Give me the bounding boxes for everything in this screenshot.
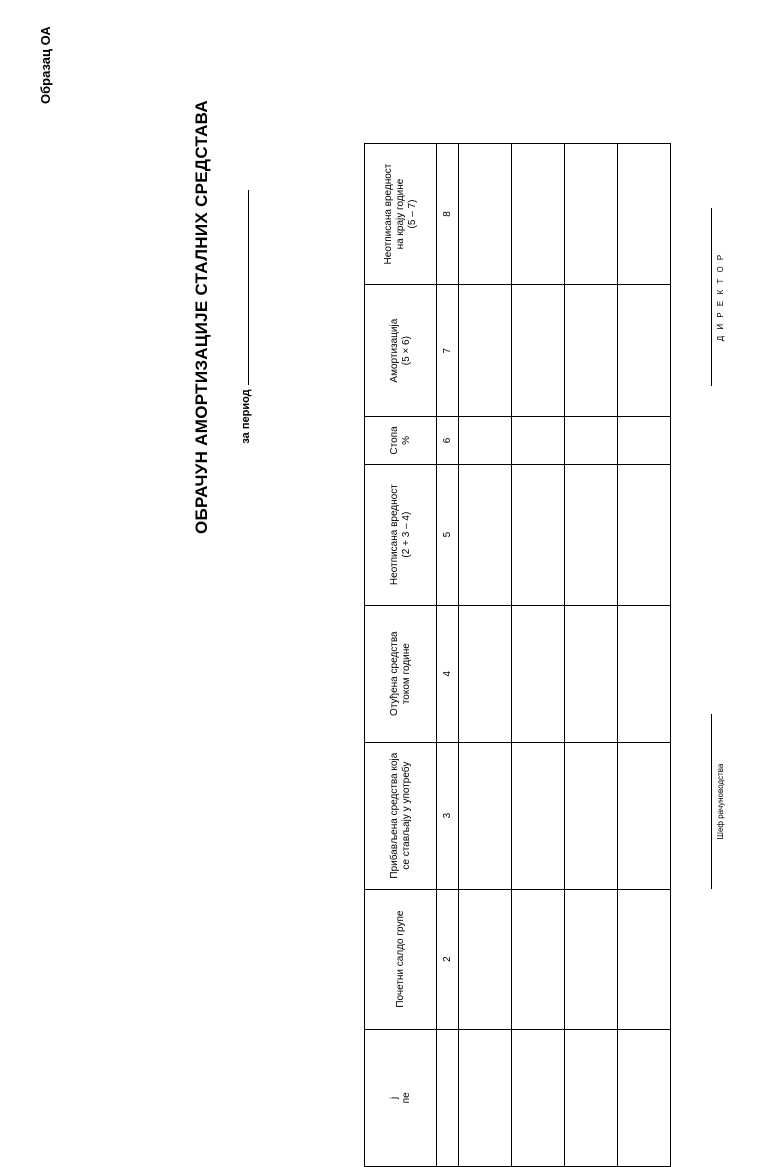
table-cell[interactable] — [618, 285, 671, 417]
column-number-2: 2 — [437, 889, 459, 1029]
table-cell[interactable] — [565, 417, 618, 464]
header-row — [365, 144, 437, 1167]
column-header-1 — [365, 1029, 437, 1166]
table-cell[interactable] — [565, 605, 618, 742]
depreciation-table — [364, 143, 671, 1167]
chief-accountant-label: Шеф рачуноводства — [716, 763, 725, 840]
column-header-line: (5 – 7) — [406, 199, 418, 229]
table-cell[interactable] — [565, 464, 618, 605]
column-header-line: на крају године — [394, 178, 406, 250]
column-header-line: Неотписана вредност — [382, 163, 394, 265]
column-header-line: Стопа — [388, 426, 400, 455]
table-cell[interactable] — [618, 144, 671, 285]
table-cell[interactable] — [565, 1029, 618, 1166]
table-cell[interactable] — [512, 742, 565, 889]
column-header-8 — [365, 144, 437, 285]
column-header-line: Амортизација — [388, 318, 400, 383]
table-cell[interactable] — [512, 144, 565, 285]
table-row — [512, 144, 565, 1167]
table-cell[interactable] — [459, 285, 512, 417]
column-header-6 — [365, 417, 437, 464]
table-cell[interactable] — [459, 1029, 512, 1166]
table-cell[interactable] — [459, 417, 512, 464]
column-header-line: током године — [400, 643, 412, 705]
column-number-3: 3 — [437, 742, 459, 889]
table-cell[interactable] — [565, 889, 618, 1029]
table-cell[interactable] — [512, 417, 565, 464]
column-header-7 — [365, 285, 437, 417]
table-cell[interactable] — [618, 417, 671, 464]
document-title: ОБРАЧУН АМОРТИЗАЦИЈЕ СТАЛНИХ СРЕДСТАВА — [192, 100, 211, 535]
director-signature-line[interactable] — [711, 208, 712, 386]
table-cell[interactable] — [618, 1029, 671, 1166]
column-header-line: Неотписана вредност — [388, 484, 400, 586]
table-cell[interactable] — [512, 464, 565, 605]
table-cell[interactable] — [459, 464, 512, 605]
column-number-4: 4 — [437, 605, 459, 742]
table-cell[interactable] — [565, 144, 618, 285]
column-header-3 — [365, 742, 437, 889]
period-label: за период — [240, 389, 252, 444]
director-label: Д И Р Е К Т О Р — [716, 252, 725, 342]
table-cell[interactable] — [512, 605, 565, 742]
column-number-7: 7 — [437, 285, 459, 417]
column-header-line: пе — [400, 1092, 412, 1104]
column-header-2 — [365, 889, 437, 1029]
table-cell[interactable] — [512, 285, 565, 417]
table-cell[interactable] — [512, 889, 565, 1029]
table-cell[interactable] — [618, 889, 671, 1029]
column-header-line: Почетни салдо групе — [394, 910, 406, 1008]
table-cell[interactable] — [618, 742, 671, 889]
table-row — [459, 144, 512, 1167]
table-cell[interactable] — [565, 285, 618, 417]
table-cell[interactable] — [459, 889, 512, 1029]
column-header-line: (5 × 6) — [400, 336, 412, 366]
table-cell[interactable] — [512, 1029, 565, 1166]
table-cell[interactable] — [459, 144, 512, 285]
period-blank-line[interactable] — [248, 190, 249, 385]
table-cell[interactable] — [565, 742, 618, 889]
column-header-line: Прибављена средства која — [388, 752, 400, 879]
chief-accountant-signature-line[interactable] — [711, 714, 712, 889]
column-number-5: 5 — [437, 464, 459, 605]
table-cell[interactable] — [618, 605, 671, 742]
column-header-line: % — [400, 436, 412, 445]
form-code: Образац ОА — [38, 26, 53, 104]
column-header-4 — [365, 605, 437, 742]
table-cell[interactable] — [618, 464, 671, 605]
period-row — [240, 0, 252, 1024]
column-number-6: 6 — [437, 417, 459, 464]
column-number-row — [437, 144, 459, 1167]
table-row — [618, 144, 671, 1167]
column-header-line: Отуђена средства — [388, 631, 400, 716]
table-cell[interactable] — [459, 742, 512, 889]
column-number-8: 8 — [437, 144, 459, 285]
column-header-line: (2 + 3 – 4) — [400, 511, 412, 558]
column-header-line: се стављају у употребу — [400, 761, 412, 870]
column-header-5 — [365, 464, 437, 605]
table-row — [565, 144, 618, 1167]
table-cell[interactable] — [459, 605, 512, 742]
column-number-1 — [437, 1029, 459, 1166]
column-header-line: ј — [388, 1096, 400, 1099]
